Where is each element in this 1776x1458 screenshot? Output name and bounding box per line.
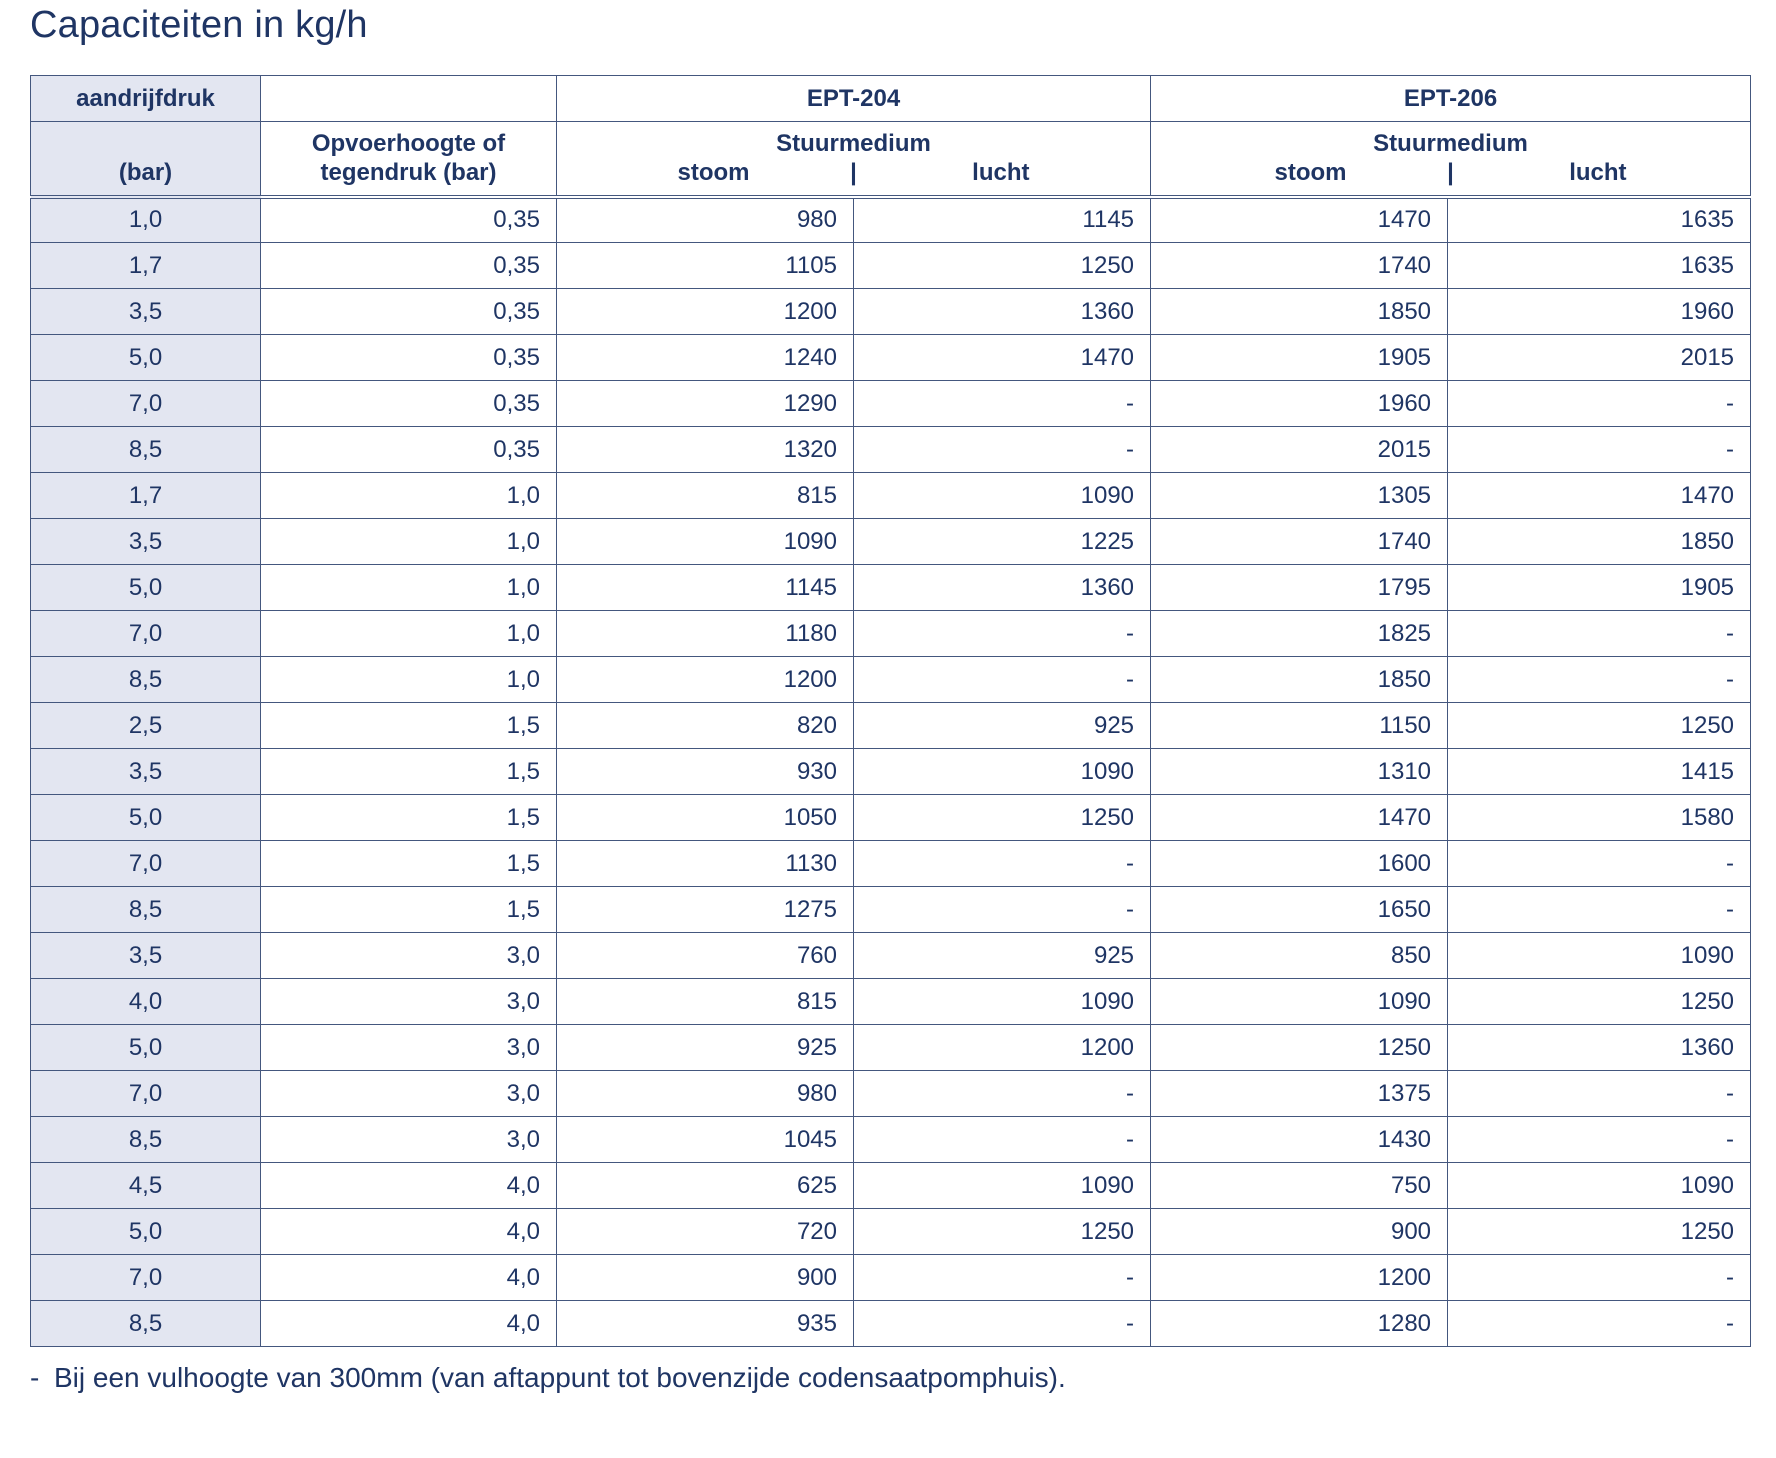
cell-ept204-stoom: 930	[557, 749, 854, 795]
cell-ept206-lucht: 1635	[1448, 243, 1751, 289]
cell-ept204-stoom: 820	[557, 703, 854, 749]
cell-aandrijfdruk: 5,0	[31, 795, 261, 841]
cell-aandrijfdruk: 3,5	[31, 749, 261, 795]
cell-ept204-stoom: 625	[557, 1163, 854, 1209]
stoom-label: stoom	[1274, 159, 1347, 187]
cell-ept204-lucht: -	[854, 1117, 1151, 1163]
stuurmedium-sublabels	[1151, 158, 1750, 187]
footnote-marker: -	[30, 1362, 40, 1393]
table-row	[31, 1163, 1751, 1209]
cell-opvoerhoogte: 3,0	[261, 1071, 557, 1117]
cell-ept204-stoom: 1105	[557, 243, 854, 289]
table-row	[31, 565, 1751, 611]
cell-ept206-stoom: 1250	[1151, 1025, 1448, 1071]
cell-ept204-stoom: 1090	[557, 519, 854, 565]
cell-aandrijfdruk: 3,5	[31, 933, 261, 979]
cell-ept204-lucht: -	[854, 1255, 1151, 1301]
cell-opvoerhoogte: 0,35	[261, 243, 557, 289]
cell-ept204-stoom: 980	[557, 1071, 854, 1117]
table-row	[31, 381, 1751, 427]
cell-ept204-lucht: 1250	[854, 1209, 1151, 1255]
cell-aandrijfdruk: 5,0	[31, 1025, 261, 1071]
cell-aandrijfdruk: 1,7	[31, 243, 261, 289]
cell-ept206-stoom: 1960	[1151, 381, 1448, 427]
cell-aandrijfdruk: 7,0	[31, 1255, 261, 1301]
cell-ept204-stoom: 1320	[557, 427, 854, 473]
cell-ept204-lucht: 1090	[854, 979, 1151, 1025]
cell-ept204-lucht: 1360	[854, 565, 1151, 611]
cell-ept206-stoom: 1430	[1151, 1117, 1448, 1163]
cell-ept206-lucht: 1090	[1448, 1163, 1751, 1209]
table-row	[31, 841, 1751, 887]
cell-ept204-stoom: 1145	[557, 565, 854, 611]
header-unit-bar: (bar)	[31, 122, 261, 197]
cell-ept204-stoom: 760	[557, 933, 854, 979]
separator: |	[850, 159, 857, 187]
stoom-label: stoom	[677, 159, 750, 187]
table-row	[31, 519, 1751, 565]
cell-opvoerhoogte: 3,0	[261, 1117, 557, 1163]
cell-ept206-stoom: 1305	[1151, 473, 1448, 519]
cell-ept206-lucht: -	[1448, 841, 1751, 887]
table-row	[31, 749, 1751, 795]
header-opvoerhoogte-line2: tegendruk (bar)	[320, 159, 497, 187]
header-empty	[261, 76, 557, 122]
header-ept-206: EPT-206	[1151, 76, 1751, 122]
cell-ept204-lucht: 1200	[854, 1025, 1151, 1071]
table-row	[31, 979, 1751, 1025]
cell-ept206-stoom: 1850	[1151, 289, 1448, 335]
table-row	[31, 1025, 1751, 1071]
header-stuurmedium-206	[1151, 122, 1751, 197]
cell-ept204-stoom: 935	[557, 1301, 854, 1347]
cell-opvoerhoogte: 1,5	[261, 841, 557, 887]
cell-aandrijfdruk: 7,0	[31, 1071, 261, 1117]
cell-ept206-lucht: -	[1448, 1301, 1751, 1347]
table-row	[31, 1071, 1751, 1117]
cell-opvoerhoogte: 1,0	[261, 519, 557, 565]
cell-ept204-stoom: 720	[557, 1209, 854, 1255]
cell-ept204-stoom: 1240	[557, 335, 854, 381]
cell-ept206-stoom: 1470	[1151, 197, 1448, 243]
header-aandrijfdruk: aandrijfdruk	[31, 76, 261, 122]
cell-aandrijfdruk: 1,0	[31, 197, 261, 243]
table-row	[31, 197, 1751, 243]
footnote-text: Bij een vulhoogte van 300mm (van aftappunt tot bovenzijde codensaatpomphuis).	[54, 1362, 1066, 1393]
cell-ept206-lucht: 1415	[1448, 749, 1751, 795]
cell-opvoerhoogte: 1,5	[261, 703, 557, 749]
header-ept-204: EPT-204	[557, 76, 1151, 122]
cell-ept206-lucht: 1470	[1448, 473, 1751, 519]
cell-ept206-lucht: 1250	[1448, 1209, 1751, 1255]
cell-opvoerhoogte: 1,0	[261, 473, 557, 519]
cell-ept206-stoom: 1650	[1151, 887, 1448, 933]
table-row	[31, 657, 1751, 703]
cell-opvoerhoogte: 1,0	[261, 611, 557, 657]
footnote	[30, 1362, 1066, 1394]
cell-opvoerhoogte: 0,35	[261, 335, 557, 381]
cell-opvoerhoogte: 1,0	[261, 565, 557, 611]
lucht-label: lucht	[1569, 159, 1627, 187]
stuurmedium-label: Stuurmedium	[776, 130, 931, 158]
cell-ept204-lucht: 1090	[854, 473, 1151, 519]
cell-ept206-stoom: 1310	[1151, 749, 1448, 795]
cell-ept206-lucht: -	[1448, 381, 1751, 427]
cell-aandrijfdruk: 7,0	[31, 381, 261, 427]
table-row	[31, 703, 1751, 749]
cell-aandrijfdruk: 4,5	[31, 1163, 261, 1209]
header-opvoerhoogte-line1: Opvoerhoogte of	[311, 130, 506, 158]
cell-ept206-stoom: 1740	[1151, 243, 1448, 289]
cell-aandrijfdruk: 8,5	[31, 427, 261, 473]
cell-ept204-stoom: 1275	[557, 887, 854, 933]
cell-opvoerhoogte: 1,5	[261, 749, 557, 795]
cell-aandrijfdruk: 5,0	[31, 565, 261, 611]
cell-ept206-stoom: 1825	[1151, 611, 1448, 657]
cell-ept206-stoom: 1200	[1151, 1255, 1448, 1301]
cell-aandrijfdruk: 8,5	[31, 657, 261, 703]
header-row-2	[31, 122, 1751, 197]
cell-aandrijfdruk: 3,5	[31, 519, 261, 565]
table-row	[31, 335, 1751, 381]
cell-opvoerhoogte: 4,0	[261, 1209, 557, 1255]
header-opvoerhoogte	[261, 122, 557, 197]
cell-ept204-lucht: 1470	[854, 335, 1151, 381]
cell-aandrijfdruk: 8,5	[31, 1117, 261, 1163]
cell-opvoerhoogte: 0,35	[261, 289, 557, 335]
cell-ept204-lucht: 925	[854, 703, 1151, 749]
table-row	[31, 473, 1751, 519]
cell-aandrijfdruk: 7,0	[31, 611, 261, 657]
cell-ept204-lucht: -	[854, 381, 1151, 427]
cell-ept204-stoom: 925	[557, 1025, 854, 1071]
cell-ept206-stoom: 850	[1151, 933, 1448, 979]
cell-ept204-lucht: -	[854, 1071, 1151, 1117]
cell-ept206-lucht: 1960	[1448, 289, 1751, 335]
cell-ept204-lucht: 1090	[854, 749, 1151, 795]
cell-ept204-lucht: 1090	[854, 1163, 1151, 1209]
cell-ept204-stoom: 1290	[557, 381, 854, 427]
cell-ept206-stoom: 1850	[1151, 657, 1448, 703]
cell-opvoerhoogte: 1,5	[261, 795, 557, 841]
cell-ept206-lucht: 1850	[1448, 519, 1751, 565]
cell-opvoerhoogte: 0,35	[261, 197, 557, 243]
table-row	[31, 611, 1751, 657]
cell-opvoerhoogte: 0,35	[261, 427, 557, 473]
cell-ept206-lucht: -	[1448, 427, 1751, 473]
cell-ept204-lucht: -	[854, 887, 1151, 933]
cell-ept204-stoom: 1050	[557, 795, 854, 841]
cell-ept206-stoom: 1470	[1151, 795, 1448, 841]
cell-ept206-lucht: 1250	[1448, 979, 1751, 1025]
table-body	[31, 197, 1751, 1347]
cell-ept204-lucht: -	[854, 427, 1151, 473]
header-stuurmedium-204	[557, 122, 1151, 197]
cell-ept204-lucht: -	[854, 841, 1151, 887]
cell-ept206-stoom: 750	[1151, 1163, 1448, 1209]
cell-aandrijfdruk: 5,0	[31, 335, 261, 381]
cell-ept204-stoom: 900	[557, 1255, 854, 1301]
cell-ept204-stoom: 1045	[557, 1117, 854, 1163]
stuurmedium-label: Stuurmedium	[1373, 130, 1528, 158]
cell-aandrijfdruk: 7,0	[31, 841, 261, 887]
cell-aandrijfdruk: 8,5	[31, 887, 261, 933]
cell-ept204-lucht: 1225	[854, 519, 1151, 565]
table-row	[31, 1209, 1751, 1255]
cell-ept206-lucht: 1360	[1448, 1025, 1751, 1071]
table-row	[31, 243, 1751, 289]
cell-aandrijfdruk: 5,0	[31, 1209, 261, 1255]
cell-ept204-stoom: 815	[557, 473, 854, 519]
table-row	[31, 1301, 1751, 1347]
stuurmedium-sublabels	[557, 158, 1150, 187]
cell-aandrijfdruk: 8,5	[31, 1301, 261, 1347]
cell-aandrijfdruk: 1,7	[31, 473, 261, 519]
cell-ept204-lucht: 1250	[854, 795, 1151, 841]
table-row	[31, 887, 1751, 933]
table-row	[31, 289, 1751, 335]
table-row	[31, 795, 1751, 841]
separator: |	[1447, 159, 1454, 187]
cell-opvoerhoogte: 4,0	[261, 1163, 557, 1209]
cell-ept206-lucht: -	[1448, 1071, 1751, 1117]
table-row	[31, 1255, 1751, 1301]
cell-opvoerhoogte: 3,0	[261, 1025, 557, 1071]
cell-ept204-stoom: 1180	[557, 611, 854, 657]
cell-ept206-lucht: 1635	[1448, 197, 1751, 243]
cell-ept204-lucht: 1360	[854, 289, 1151, 335]
cell-ept206-lucht: 1090	[1448, 933, 1751, 979]
cell-ept206-stoom: 900	[1151, 1209, 1448, 1255]
cell-aandrijfdruk: 3,5	[31, 289, 261, 335]
table-row	[31, 933, 1751, 979]
cell-opvoerhoogte: 1,5	[261, 887, 557, 933]
header-row-1	[31, 76, 1751, 122]
cell-ept206-stoom: 1905	[1151, 335, 1448, 381]
cell-ept206-stoom: 2015	[1151, 427, 1448, 473]
cell-ept204-lucht: 1250	[854, 243, 1151, 289]
cell-opvoerhoogte: 4,0	[261, 1301, 557, 1347]
cell-ept206-stoom: 1600	[1151, 841, 1448, 887]
cell-aandrijfdruk: 2,5	[31, 703, 261, 749]
cell-ept206-lucht: -	[1448, 611, 1751, 657]
cell-ept206-stoom: 1150	[1151, 703, 1448, 749]
cell-opvoerhoogte: 3,0	[261, 979, 557, 1025]
table-row	[31, 427, 1751, 473]
cell-ept204-stoom: 1200	[557, 657, 854, 703]
cell-ept204-lucht: 925	[854, 933, 1151, 979]
cell-ept204-lucht: 1145	[854, 197, 1151, 243]
cell-aandrijfdruk: 4,0	[31, 979, 261, 1025]
table-row	[31, 1117, 1751, 1163]
cell-ept206-lucht: -	[1448, 1255, 1751, 1301]
cell-ept206-lucht: 1580	[1448, 795, 1751, 841]
cell-ept206-lucht: 2015	[1448, 335, 1751, 381]
cell-ept206-stoom: 1280	[1151, 1301, 1448, 1347]
cell-ept206-lucht: -	[1448, 1117, 1751, 1163]
cell-ept204-lucht: -	[854, 611, 1151, 657]
capacity-table	[30, 75, 1751, 1347]
cell-ept206-stoom: 1795	[1151, 565, 1448, 611]
cell-ept206-lucht: 1905	[1448, 565, 1751, 611]
cell-ept206-stoom: 1090	[1151, 979, 1448, 1025]
cell-opvoerhoogte: 1,0	[261, 657, 557, 703]
cell-ept206-lucht: 1250	[1448, 703, 1751, 749]
cell-opvoerhoogte: 4,0	[261, 1255, 557, 1301]
cell-ept206-stoom: 1375	[1151, 1071, 1448, 1117]
cell-ept204-stoom: 980	[557, 197, 854, 243]
lucht-label: lucht	[972, 159, 1030, 187]
cell-ept204-stoom: 815	[557, 979, 854, 1025]
cell-ept204-stoom: 1130	[557, 841, 854, 887]
cell-ept204-lucht: -	[854, 1301, 1151, 1347]
cell-ept204-stoom: 1200	[557, 289, 854, 335]
cell-ept206-lucht: -	[1448, 887, 1751, 933]
cell-ept204-lucht: -	[854, 657, 1151, 703]
page-title: Capaciteiten in kg/h	[30, 4, 368, 46]
cell-opvoerhoogte: 3,0	[261, 933, 557, 979]
cell-ept206-lucht: -	[1448, 657, 1751, 703]
cell-opvoerhoogte: 0,35	[261, 381, 557, 427]
cell-ept206-stoom: 1740	[1151, 519, 1448, 565]
